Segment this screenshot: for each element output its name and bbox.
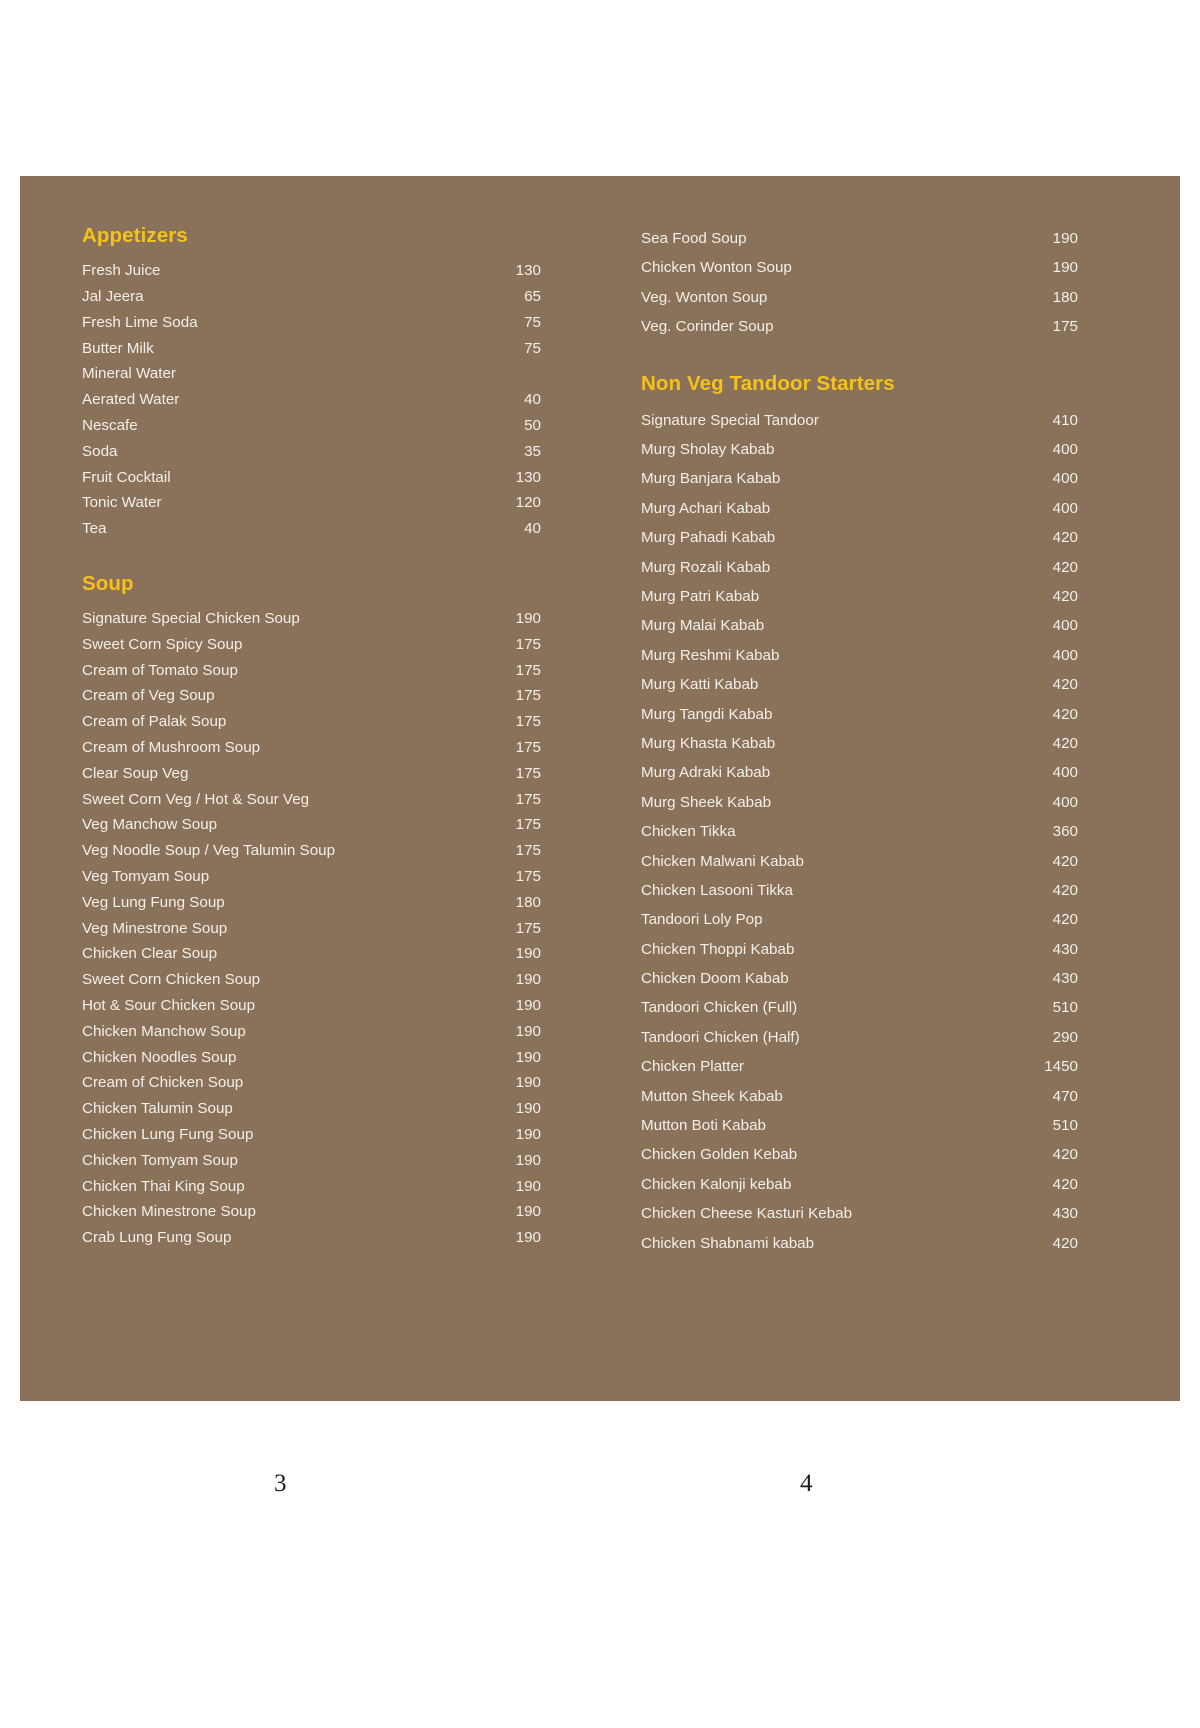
menu-item-name: Mutton Boti Kabab xyxy=(641,1117,766,1135)
menu-item-row xyxy=(641,406,1078,435)
menu-item-row xyxy=(82,310,541,336)
menu-item-price: 190 xyxy=(515,1126,541,1143)
menu-item-name: Chicken Shabnami kabab xyxy=(641,1234,815,1252)
menu-list xyxy=(641,406,1078,1258)
menu-item-row xyxy=(641,1199,1078,1228)
menu-item-price: 65 xyxy=(524,288,541,306)
menu-item-name: Chicken Wonton Soup xyxy=(641,259,792,277)
menu-item-price: 175 xyxy=(515,868,541,886)
menu-item-name: Chicken Manchow Soup xyxy=(82,1022,246,1040)
menu-item-row xyxy=(82,1044,541,1070)
menu-item-name: Murg Rozali Kabab xyxy=(641,558,771,576)
menu-item-row xyxy=(82,258,541,284)
menu-item-price: 430 xyxy=(1052,970,1078,988)
menu-item-price: 420 xyxy=(1052,1146,1078,1164)
menu-item-price: 175 xyxy=(515,635,541,653)
menu-item-name: Butter Milk xyxy=(82,339,154,357)
menu-item-price: 190 xyxy=(515,1203,541,1221)
menu-item-name: Sweet Corn Veg / Hot & Sour Veg xyxy=(82,790,310,808)
menu-item-row xyxy=(82,786,541,812)
menu-item-price: 190 xyxy=(515,1151,541,1169)
menu-item-row xyxy=(641,670,1078,699)
menu-item-price: 75 xyxy=(524,339,541,357)
menu-item-price: 420 xyxy=(1052,705,1078,723)
menu-list xyxy=(82,258,541,542)
menu-item-name: Chicken Lasooni Tikka xyxy=(641,881,793,899)
menu-item-name: Sweet Corn Chicken Soup xyxy=(82,971,261,989)
menu-item-price: 175 xyxy=(1052,318,1078,336)
menu-item-row xyxy=(82,761,541,787)
menu-item-name: Signature Special Tandoor xyxy=(641,411,819,429)
menu-item-price: 420 xyxy=(1052,1234,1078,1252)
menu-item-name: Tonic Water xyxy=(82,494,162,512)
menu-item-row xyxy=(82,993,541,1019)
menu-item-name: Chicken Thai King Soup xyxy=(82,1177,245,1195)
menu-item-row xyxy=(82,490,541,516)
menu-item-price: 75 xyxy=(524,313,541,331)
menu-column-right xyxy=(601,224,1120,1401)
menu-item-name: Chicken Lung Fung Soup xyxy=(82,1126,254,1143)
menu-item-row xyxy=(641,582,1078,611)
menu-item-price: 130 xyxy=(515,262,541,280)
menu-item-name: Mineral Water xyxy=(82,365,176,383)
menu-item-row xyxy=(641,253,1078,282)
menu-item-name: Hot & Sour Chicken Soup xyxy=(82,997,256,1015)
menu-item-name: Veg Tomyam Soup xyxy=(82,868,210,886)
menu-item-row xyxy=(641,846,1078,875)
menu-item-name: Murg Reshmi Kabab xyxy=(641,646,780,664)
menu-item-name: Mutton Sheek Kabab xyxy=(641,1087,783,1105)
menu-item-name: Murg Sholay Kabab xyxy=(641,441,775,459)
menu-item-price: 400 xyxy=(1052,470,1078,488)
menu-item-name: Chicken Cheese Kasturi Kebab xyxy=(641,1205,853,1223)
menu-item-name: Chicken Minestrone Soup xyxy=(82,1203,256,1221)
menu-item-price: 35 xyxy=(524,442,541,460)
menu-item-price: 190 xyxy=(515,1074,541,1092)
menu-item-row xyxy=(82,1148,541,1174)
menu-item-row xyxy=(82,941,541,967)
section-gap xyxy=(82,542,541,572)
menu-item-name: Tandoori Chicken (Half) xyxy=(641,1028,800,1046)
menu-item-row xyxy=(82,967,541,993)
menu-item-price: 420 xyxy=(1052,558,1078,576)
menu-item-name: Chicken Platter xyxy=(641,1058,744,1076)
menu-item-price: 420 xyxy=(1052,1175,1078,1193)
menu-item-name: Murg Pahadi Kabab xyxy=(641,529,776,547)
menu-item-row xyxy=(641,1229,1078,1258)
menu-item-price: 190 xyxy=(515,1100,541,1118)
section-heading: Appetizers xyxy=(82,224,188,247)
menu-item-name: Cream of Palak Soup xyxy=(82,713,227,731)
menu-item-row xyxy=(82,361,541,387)
menu-item-price: 40 xyxy=(524,391,541,409)
menu-item-row xyxy=(641,1082,1078,1111)
section-heading: Soup xyxy=(82,571,134,595)
menu-item-price: 175 xyxy=(515,919,541,937)
menu-item-price: 175 xyxy=(515,713,541,731)
menu-item-name: Murg Malai Kabab xyxy=(641,617,765,635)
menu-item-name: Cream of Chicken Soup xyxy=(82,1074,244,1092)
menu-item-name: Murg Adraki Kabab xyxy=(641,764,771,782)
menu-item-name: Nescafe xyxy=(82,417,138,435)
menu-item-row xyxy=(82,606,541,632)
menu-item-price: 430 xyxy=(1052,940,1078,958)
menu-item-row xyxy=(82,1070,541,1096)
menu-item-price: 430 xyxy=(1052,1205,1078,1223)
menu-item-name: Murg Patri Kabab xyxy=(641,588,760,605)
menu-item-row xyxy=(82,1122,541,1148)
menu-item-name: Chicken Thoppi Kabab xyxy=(641,940,795,958)
menu-item-row xyxy=(641,1170,1078,1199)
menu-item-price: 420 xyxy=(1052,734,1078,752)
menu-item-price: 190 xyxy=(515,1177,541,1195)
menu-item-row xyxy=(641,876,1078,905)
menu-item-name: Chicken Golden Kebab xyxy=(641,1146,798,1164)
menu-item-name: Veg. Corinder Soup xyxy=(641,318,774,336)
menu-item-row xyxy=(82,1096,541,1122)
menu-item-name: Chicken Noodles Soup xyxy=(82,1048,237,1066)
menu-item-price: 290 xyxy=(1052,1028,1078,1046)
menu-item-row xyxy=(641,611,1078,640)
menu-item-name: Tea xyxy=(82,520,107,538)
menu-item-row xyxy=(82,1199,541,1225)
menu-item-row xyxy=(82,1019,541,1045)
menu-item-row xyxy=(82,413,541,439)
menu-list xyxy=(641,224,1078,342)
menu-item-price: 400 xyxy=(1052,793,1078,811)
menu-item-price: 175 xyxy=(515,661,541,679)
menu-item-name: Veg Noodle Soup / Veg Talumin Soup xyxy=(82,842,336,860)
menu-item-row xyxy=(82,284,541,310)
page-number-right: 4 xyxy=(800,1470,813,1497)
menu-item-row xyxy=(641,464,1078,493)
menu-item-price: 190 xyxy=(515,1048,541,1066)
menu-item-row xyxy=(641,312,1078,341)
menu-item-name: Murg Tangdi Kabab xyxy=(641,705,773,723)
menu-item-name: Clear Soup Veg xyxy=(82,764,189,782)
menu-item-price: 420 xyxy=(1052,852,1078,870)
menu-item-name: Soda xyxy=(82,442,118,460)
menu-item-price: 50 xyxy=(524,417,541,435)
menu-item-name: Chicken Kalonji kebab xyxy=(641,1175,792,1193)
menu-item-row xyxy=(641,224,1078,253)
menu-item-row xyxy=(82,387,541,413)
menu-item-price: 190 xyxy=(515,997,541,1015)
menu-item-row xyxy=(641,758,1078,787)
menu-item-name: Veg Minestrone Soup xyxy=(82,919,228,937)
menu-item-price: 360 xyxy=(1052,823,1078,841)
section-heading: Non Veg Tandoor Starters xyxy=(641,371,895,395)
page-numbers xyxy=(0,1470,1200,1530)
menu-columns xyxy=(20,176,1180,1401)
menu-item-row xyxy=(82,1173,541,1199)
menu-item-row xyxy=(82,864,541,890)
menu-item-row xyxy=(82,709,541,735)
menu-item-price: 40 xyxy=(524,520,541,538)
menu-item-price: 180 xyxy=(515,893,541,911)
menu-item-name: Chicken Talumin Soup xyxy=(82,1100,233,1118)
page-number-left: 3 xyxy=(274,1470,287,1497)
menu-item-price: 190 xyxy=(515,1229,541,1247)
menu-item-row xyxy=(641,964,1078,993)
menu-item-name: Murg Katti Kabab xyxy=(641,676,759,694)
menu-item-row xyxy=(641,699,1078,728)
menu-item-price: 190 xyxy=(515,610,541,628)
menu-item-price: 190 xyxy=(515,1022,541,1040)
menu-item-price: 190 xyxy=(515,971,541,989)
menu-item-name: Murg Sheek Kabab xyxy=(641,793,772,811)
menu-item-name: Signature Special Chicken Soup xyxy=(82,610,300,628)
menu-item-name: Fresh Juice xyxy=(82,262,161,280)
menu-item-name: Chicken Doom Kabab xyxy=(641,970,789,988)
menu-item-price: 175 xyxy=(515,764,541,782)
menu-item-row xyxy=(641,817,1078,846)
menu-panel xyxy=(20,176,1180,1401)
menu-item-price: 420 xyxy=(1052,881,1078,899)
menu-item-name: Sea Food Soup xyxy=(641,230,747,248)
menu-item-row xyxy=(641,935,1078,964)
menu-item-row xyxy=(641,494,1078,523)
section-gap xyxy=(641,342,1078,372)
menu-item-row xyxy=(641,641,1078,670)
menu-item-row xyxy=(82,516,541,542)
menu-item-name: Murg Khasta Kabab xyxy=(641,734,776,752)
menu-item-name: Veg Manchow Soup xyxy=(82,816,218,834)
menu-item-row xyxy=(641,905,1078,934)
menu-item-name: Crab Lung Fung Soup xyxy=(82,1229,232,1247)
menu-item-row xyxy=(641,1111,1078,1140)
menu-item-row xyxy=(82,439,541,465)
menu-item-price: 510 xyxy=(1052,999,1078,1017)
menu-item-name: Cream of Mushroom Soup xyxy=(82,739,261,757)
menu-item-price: 400 xyxy=(1052,764,1078,782)
menu-item-row xyxy=(82,632,541,658)
menu-item-name: Cream of Tomato Soup xyxy=(82,661,238,679)
menu-item-name: Murg Achari Kabab xyxy=(641,499,771,517)
menu-item-name: Chicken Tikka xyxy=(641,823,736,841)
menu-item-price: 510 xyxy=(1052,1117,1078,1135)
menu-item-name: Veg Lung Fung Soup xyxy=(82,893,225,911)
menu-item-name: Sweet Corn Spicy Soup xyxy=(82,635,243,653)
menu-item-row xyxy=(641,435,1078,464)
menu-list xyxy=(82,606,541,1251)
menu-item-price: 120 xyxy=(515,494,541,512)
menu-item-row xyxy=(641,1140,1078,1169)
menu-item-price: 175 xyxy=(515,790,541,808)
menu-item-price: 130 xyxy=(515,468,541,486)
menu-item-row xyxy=(82,838,541,864)
menu-item-row xyxy=(641,729,1078,758)
menu-item-name: Tandoori Chicken (Full) xyxy=(641,999,798,1017)
menu-item-name: Fruit Cocktail xyxy=(82,468,171,486)
menu-item-row xyxy=(82,812,541,838)
menu-item-price: 420 xyxy=(1052,676,1078,694)
menu-item-row xyxy=(641,788,1078,817)
menu-item-price: 1450 xyxy=(1044,1058,1078,1076)
menu-item-price: 420 xyxy=(1052,911,1078,929)
menu-item-row xyxy=(82,683,541,709)
menu-item-row xyxy=(641,1052,1078,1081)
menu-item-row xyxy=(641,553,1078,582)
menu-item-price: 400 xyxy=(1052,646,1078,664)
menu-item-name: Chicken Tomyam Soup xyxy=(82,1151,238,1169)
menu-column-left xyxy=(82,224,601,1401)
menu-item-row xyxy=(641,283,1078,312)
menu-item-name: Jal Jeera xyxy=(82,288,144,306)
menu-item-price: 470 xyxy=(1052,1087,1078,1105)
menu-item-price: 190 xyxy=(515,945,541,963)
menu-item-name: Veg. Wonton Soup xyxy=(641,288,768,306)
menu-item-price: 410 xyxy=(1052,411,1078,429)
menu-item-price: 175 xyxy=(515,816,541,834)
menu-item-name: Chicken Malwani Kabab xyxy=(641,852,804,870)
menu-item-row xyxy=(82,1225,541,1251)
menu-item-row xyxy=(82,657,541,683)
menu-item-row xyxy=(82,735,541,761)
menu-item-name: Aerated Water xyxy=(82,391,180,409)
menu-item-price: 180 xyxy=(1052,288,1078,306)
menu-item-row xyxy=(82,890,541,916)
menu-item-price: 190 xyxy=(1052,230,1078,248)
menu-item-price: 400 xyxy=(1052,441,1078,459)
menu-item-price: 400 xyxy=(1052,617,1078,635)
menu-item-row xyxy=(82,915,541,941)
menu-item-row xyxy=(82,335,541,361)
menu-item-price: 420 xyxy=(1052,529,1078,547)
menu-item-row xyxy=(641,1023,1078,1052)
menu-item-name: Chicken Clear Soup xyxy=(82,945,218,963)
menu-item-name: Fresh Lime Soda xyxy=(82,313,198,331)
menu-item-row xyxy=(641,993,1078,1022)
menu-item-price: 175 xyxy=(515,739,541,757)
menu-item-row xyxy=(641,523,1078,552)
menu-item-price: 400 xyxy=(1052,499,1078,517)
menu-item-name: Murg Banjara Kabab xyxy=(641,470,781,488)
menu-item-price: 190 xyxy=(1052,259,1078,277)
menu-item-price: 175 xyxy=(515,687,541,705)
menu-item-row xyxy=(82,464,541,490)
menu-item-price: 420 xyxy=(1052,588,1078,605)
menu-item-name: Tandoori Loly Pop xyxy=(641,911,763,929)
menu-item-name: Cream of Veg Soup xyxy=(82,687,215,705)
menu-item-price: 175 xyxy=(515,842,541,860)
